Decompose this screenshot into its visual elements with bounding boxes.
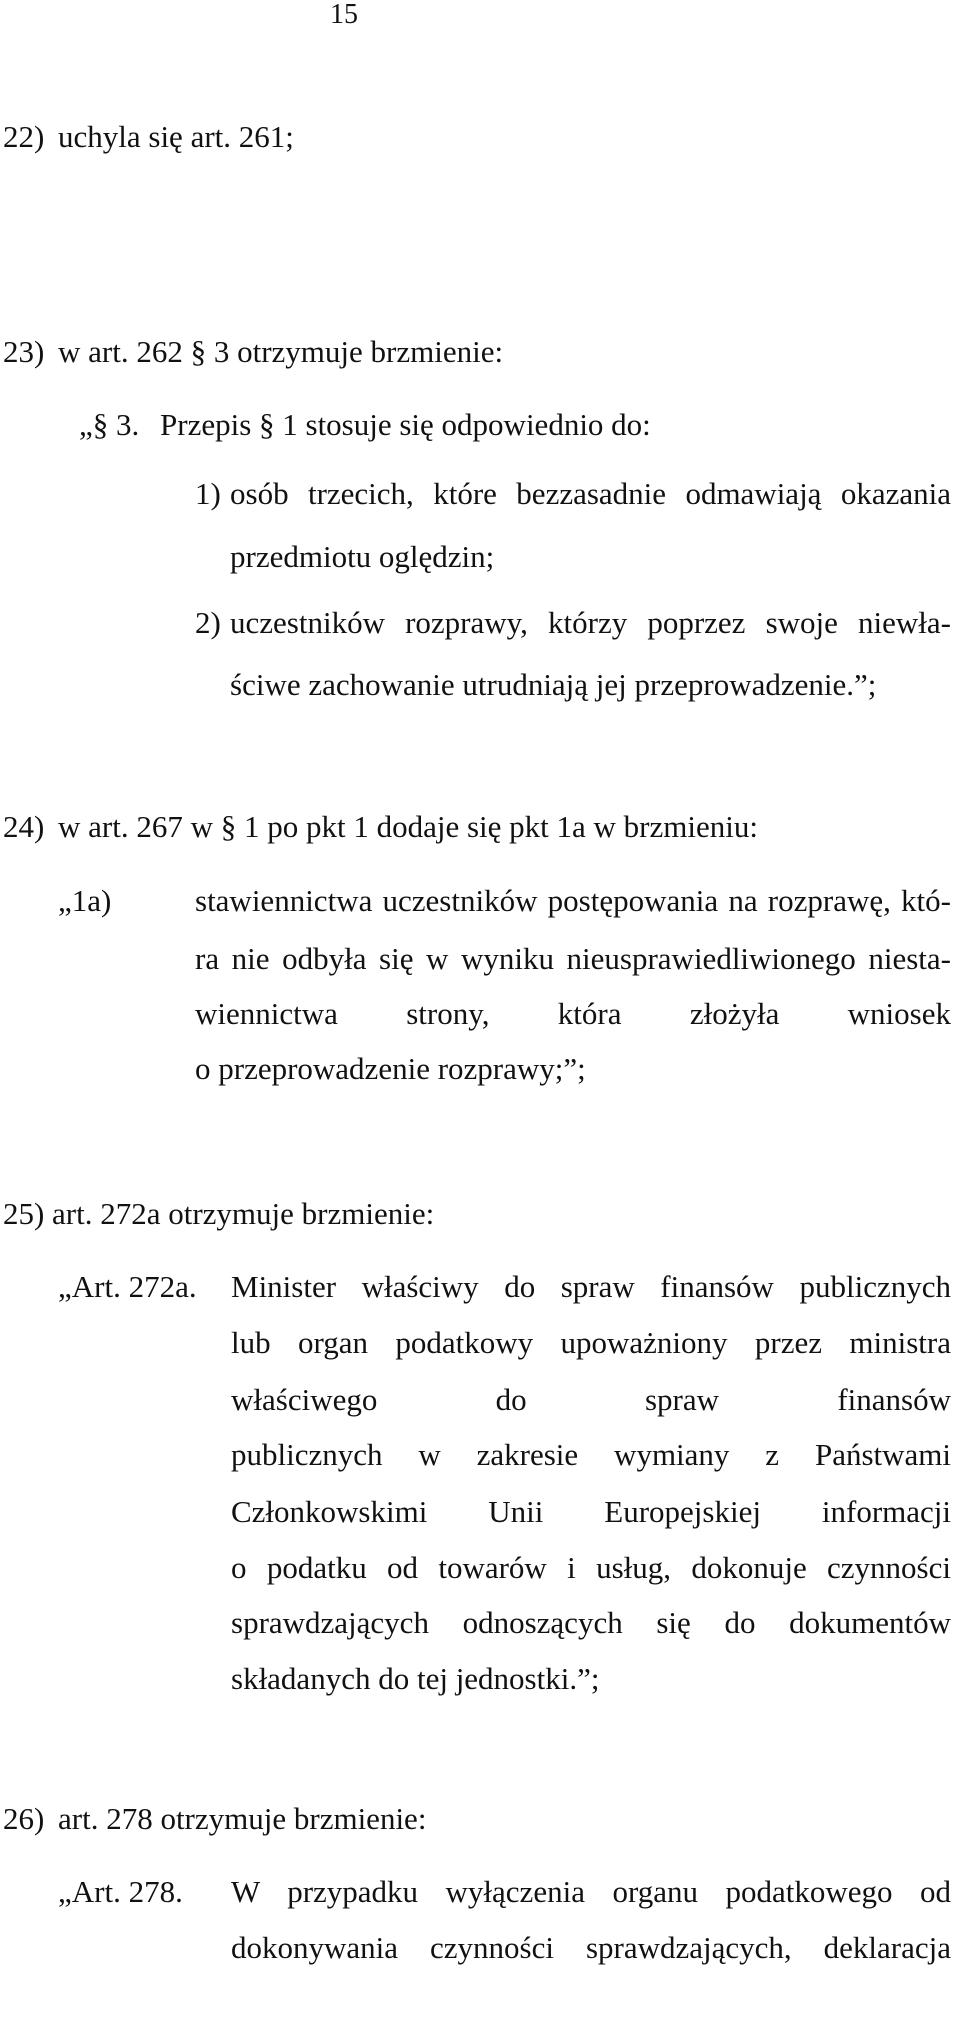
amendment-text: uchyla się art. 261; bbox=[58, 119, 294, 154]
quoted-text: Przepis § 1 stosuje się odpowiednio do: bbox=[160, 407, 651, 442]
text-line: publicznych w zakresie wymiany z Państwami bbox=[231, 1437, 951, 1472]
quoted-label: „§ 3. bbox=[79, 407, 140, 442]
text-line: Członkowskimi Unii Europejskiej informacji bbox=[231, 1494, 951, 1529]
amendment-number: 24) bbox=[3, 809, 45, 844]
quoted-label: „Art. 272a. bbox=[58, 1269, 197, 1304]
text-line: W przypadku wyłączenia organu podatkowego od bbox=[231, 1874, 951, 1909]
text-line: wiennictwa strony, która złożyła wniosek bbox=[195, 996, 951, 1031]
text-line: osób trzecich, które bezzasadnie odmawiają okazania bbox=[230, 476, 951, 511]
text-line: składanych do tej jednostki.”; bbox=[231, 1661, 600, 1696]
text-line: o przeprowadzenie rozprawy;”; bbox=[195, 1051, 586, 1086]
amendment-text: art. 272a otrzymuje brzmienie: bbox=[52, 1196, 435, 1231]
text-line: uczestników rozprawy, którzy poprzez swoje niewła- bbox=[230, 605, 951, 640]
text-line: właściwego do spraw finansów bbox=[231, 1382, 951, 1417]
amendment-text: w art. 262 § 3 otrzymuje brzmienie: bbox=[58, 334, 504, 369]
text-line: sprawdzających odnoszących się do dokumentów bbox=[231, 1605, 951, 1640]
amendment-number: 23) bbox=[3, 334, 45, 369]
amendment-text: art. 278 otrzymuje brzmienie: bbox=[58, 1801, 427, 1836]
text-line: przedmiotu oględzin; bbox=[230, 539, 495, 574]
text-line: Minister właściwy do spraw finansów publicznych bbox=[231, 1269, 951, 1304]
text-line: stawiennictwa uczestników postępowania na rozprawę, któ- bbox=[195, 883, 951, 918]
amendment-number: 25) bbox=[3, 1196, 45, 1231]
text-line: dokonywania czynności sprawdzających, deklaracja bbox=[231, 1930, 951, 1965]
text-line: ściwe zachowanie utrudniają jej przeprowadzenie.”; bbox=[230, 667, 877, 702]
amendment-number: 22) bbox=[3, 119, 45, 154]
quoted-label: „1a) bbox=[58, 883, 112, 918]
point-label: 2) bbox=[195, 605, 221, 640]
text-line: o podatku od towarów i usług, dokonuje czynności bbox=[231, 1550, 951, 1585]
quoted-label: „Art. 278. bbox=[58, 1874, 183, 1909]
page-number: 15 bbox=[330, 0, 358, 30]
text-line: ra nie odbyła się w wyniku nieusprawiedliwionego niesta- bbox=[195, 941, 951, 976]
text-line: lub organ podatkowy upoważniony przez ministra bbox=[231, 1325, 951, 1360]
point-label: 1) bbox=[195, 476, 221, 511]
amendment-number: 26) bbox=[3, 1801, 45, 1836]
amendment-text: w art. 267 w § 1 po pkt 1 dodaje się pkt 1a w brzmieniu: bbox=[58, 809, 758, 844]
